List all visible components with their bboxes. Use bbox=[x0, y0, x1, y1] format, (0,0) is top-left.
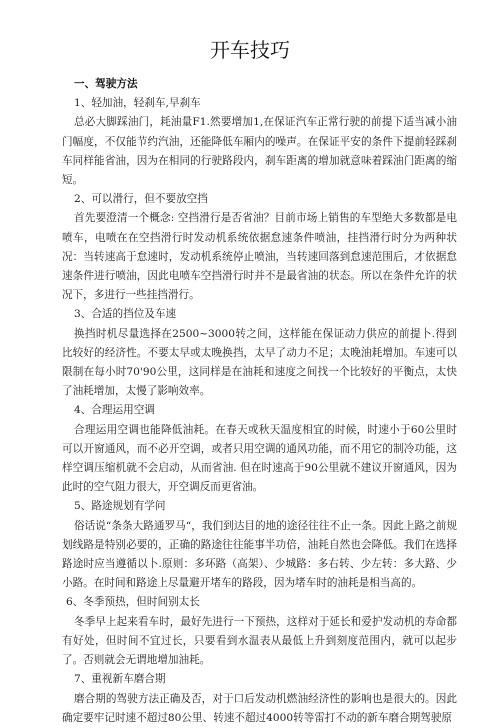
subsection-heading-3: 3、合适的挡位及车速 bbox=[74, 308, 177, 321]
section-heading: 一、驾驶方法 bbox=[74, 78, 138, 90]
subsection-heading-7: 7、重视新车磨合期 bbox=[74, 673, 166, 686]
paragraph-1: 总必大脚踩油门，耗油量F1.然要增加1,在保证汽车正常行驶的前提下适当减小油门幅度，不仅能节约汽油，还能降低车厢内的噪声。在保证平安的条件下提前轻踩刹车同样能省油，因为在相同的行驶路段内，刹车距离的增加就意味着踩油门距离的缩短。 bbox=[62, 116, 457, 187]
subsection-heading-4: 4、合理运用空调 bbox=[74, 404, 155, 417]
subsection-heading-2: 2、可以滑行，但不要放空挡 bbox=[74, 193, 208, 206]
paragraph-6: 冬季早上起来看车时，最好先进行一下预热，这样对于延长和爱护发动机的寿命都有好处，但时间不宜过长，只要看到水温表从最低上升到刻度范围内，就可以起步了。否则就会无谓地增加油耗。 bbox=[62, 615, 457, 667]
subsection-heading-5: 5、路途规划有学问 bbox=[74, 500, 166, 513]
paragraph-3: 换挡时机尽量选择在2500~3000转之间，这样能在保证动力供应的前提卜.得到比较好的经济性。不要太早或太晚换挡，太早了动力不足；太晚油耗增加。车速可以限制在每小时70'90公里，这同样是在油耗和速度之间找一个比较好的平衡点，太快了油耗增加，太慢了影响效率。 bbox=[62, 327, 457, 398]
paragraph-5: 俗话说“条条大路通罗马“，我们到达目的地的途径往往不止一条。因此上路之前规划线路是特别必要的，正确的路途往往能事半功倍，油耗自然也会降低。我们在选择路途时应当遵循以卜.原则：多环路（高架）、少城路：多右转、少左转：多大路、少小路。在时间和路途上尽量避开堵车的路段，因为堵车时的油耗是相当高的。 bbox=[62, 519, 457, 590]
subsection-heading-1: 1、轻加油，轻刹车,早刹车 bbox=[74, 97, 201, 110]
subsection-heading-6: 6、冬季预热，但时间别太长 bbox=[66, 596, 200, 609]
paragraph-2: 首先要澄清一个概念: 空挡滑行是否省油？目前市场上销售的车型绝大多数都是电喷车，电喷在在空挡滑行时发动机系统依据怠速条件喷油，挂挡滑行时分为两种状况：当转速高于怠速时，发动机系统停止喷油，当转速回落到怠速范围后，才依据怠速条件进行喷油，因此电喷车空挡滑行时并不是最省油的状态。所以在条件允许的状况下，多进行一些挂挡滑行。 bbox=[62, 212, 457, 302]
page-title: 开车技巧 bbox=[210, 38, 290, 62]
paragraph-7: 磨合期的驾驶方法正确及否，对于口后发动机燃油经济性的影响也是很大的。因此确定要牢记时速不超过80公里、转速不超过4000转等雷打不动的新车磨合期驾驶原 bbox=[62, 692, 457, 724]
paragraph-4: 合理运用空调也能降低油耗。在春天或秋天温度相宜的时候，时速小于60公里时可以开窗通风，而不必开空调，或者只用空调的通风功能，而不用它的制冷功能，这样空调压缩机就不会启动，从而省油. 但在时速高于90公里就不建议开窗通风，因为此时的空气阻力很大，开空调反而更省油。 bbox=[62, 423, 457, 494]
document-body bbox=[62, 75, 457, 728]
